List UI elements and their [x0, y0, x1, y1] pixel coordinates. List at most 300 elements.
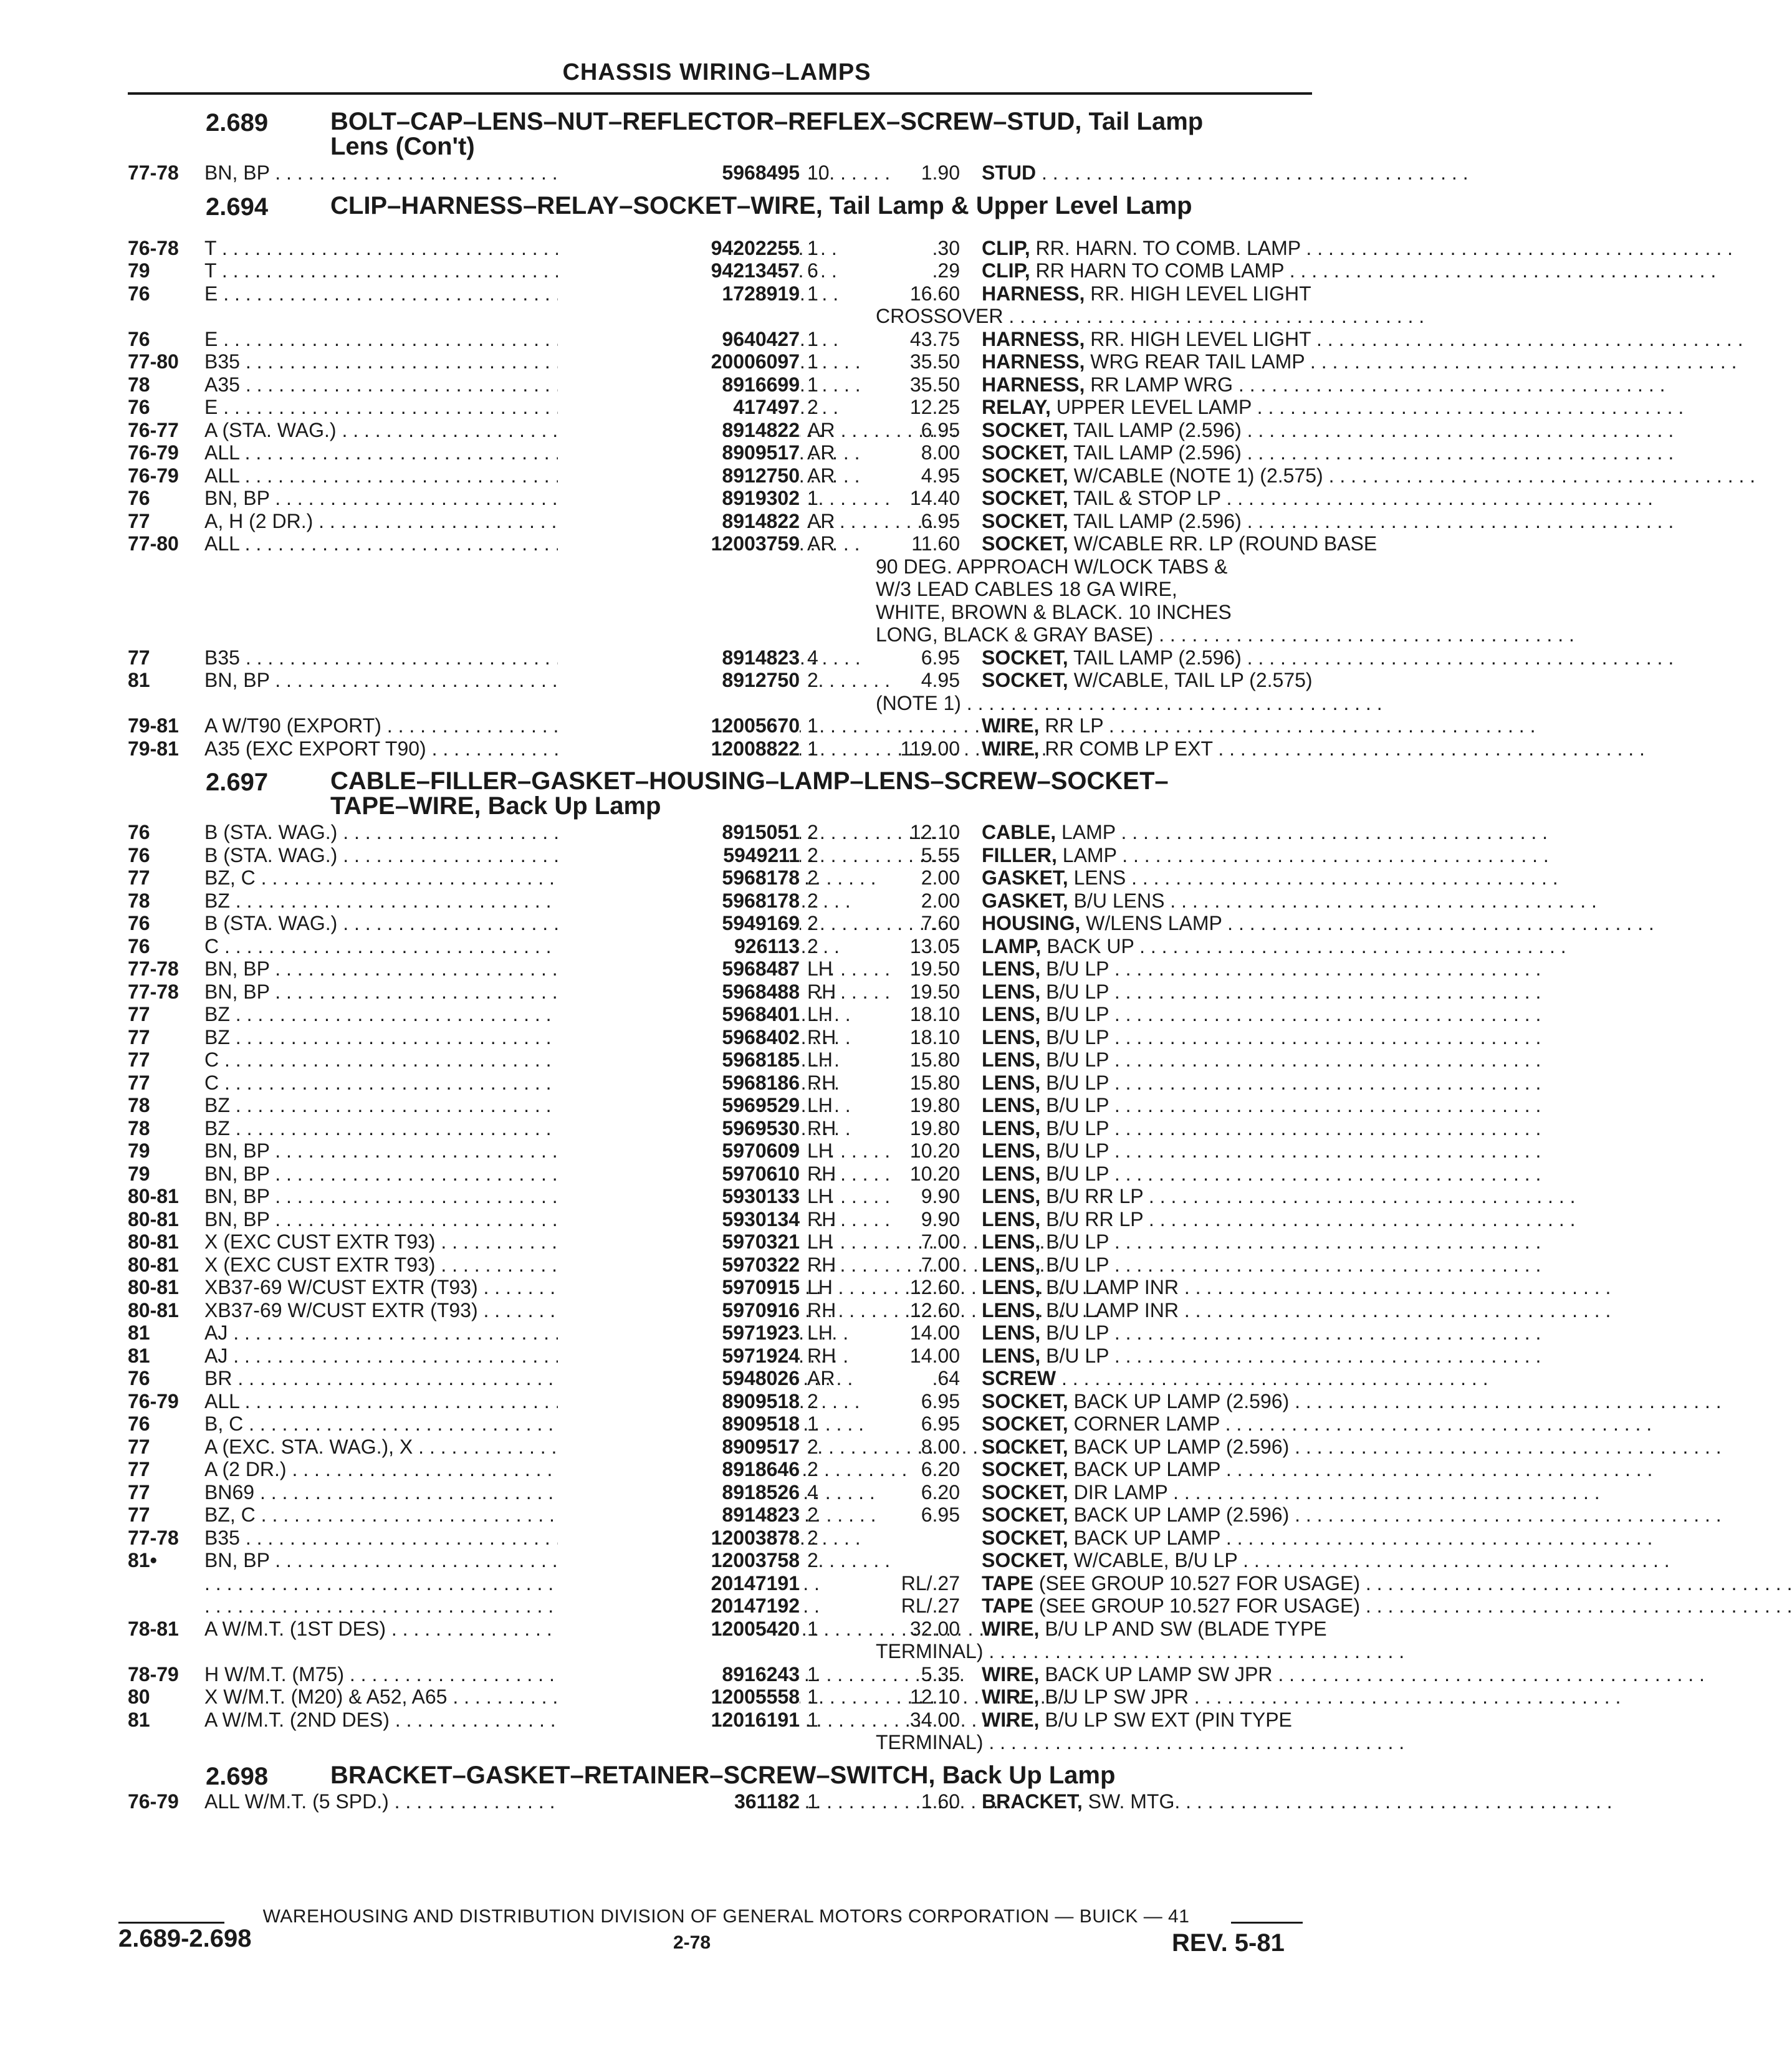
- quantity: 2: [807, 934, 818, 957]
- model-year: 76: [128, 843, 150, 866]
- table-row: [128, 981, 1312, 1003]
- quantity: 1: [807, 487, 818, 509]
- model-year: 77: [128, 1503, 150, 1526]
- table-row: [128, 1185, 1312, 1207]
- table-row: [128, 1527, 1312, 1549]
- model-year: 80-81: [128, 1207, 179, 1230]
- part-noun: LENS,: [982, 1185, 1041, 1207]
- model-code: BN, BP . . .: [204, 1139, 666, 1162]
- part-detail: B/U LAMP INR: [1040, 1276, 1179, 1298]
- model-year: 77: [128, 1025, 150, 1048]
- model-year: 77: [128, 646, 150, 669]
- part-number: 8912750: [558, 669, 800, 691]
- table-row: [128, 821, 1312, 843]
- table-row: [128, 1709, 1312, 1731]
- part-detail: TAIL LAMP (2.596): [1068, 509, 1242, 532]
- price: 6.95: [921, 418, 960, 441]
- part-number: 5968487: [558, 957, 800, 980]
- table-row: [128, 1663, 1312, 1685]
- part-description: [982, 350, 1312, 373]
- part-description: [982, 1594, 1360, 1617]
- price: 15.80: [909, 1048, 960, 1071]
- quantity: 1: [807, 1617, 818, 1640]
- table-row: [128, 1003, 1312, 1025]
- model-code: A (EXC. STA. WAG.), X . . .: [204, 1436, 666, 1458]
- part-detail: UPPER LEVEL LAMP: [1050, 396, 1252, 418]
- part-number: 8919302: [558, 487, 800, 509]
- part-detail: B/U LP: [1040, 1321, 1109, 1344]
- quantity: 10: [807, 161, 830, 184]
- part-number: 361182: [558, 1790, 800, 1813]
- part-detail: B/U LP: [1040, 1162, 1109, 1185]
- part-number: 417497: [558, 396, 800, 418]
- model-code: ALL . . .: [204, 1390, 666, 1412]
- part-detail: B/U LP AND SW (BLADE TYPE: [1039, 1617, 1327, 1640]
- price: 5.35: [921, 1662, 960, 1685]
- part-noun: SOCKET,: [982, 509, 1068, 532]
- model-code: AJ . . .: [204, 1321, 666, 1344]
- part-number: 8909518: [558, 1390, 800, 1412]
- model-code: A W/M.T. (2ND DES) . . .: [204, 1709, 666, 1731]
- part-number: 5969529: [558, 1094, 800, 1116]
- price: 13.05: [909, 934, 960, 957]
- model-year: 81: [128, 1708, 150, 1731]
- model-code: C . . .: [204, 935, 666, 957]
- table-row: [128, 1481, 1312, 1503]
- part-detail: W/CABLE (NOTE 1) (2.575): [1068, 464, 1323, 487]
- part-detail: B/U LENS: [1068, 889, 1165, 912]
- part-detail: B/U RR LP: [1040, 1185, 1144, 1207]
- price: 1.60: [921, 1790, 960, 1813]
- part-number: 12016191: [558, 1709, 800, 1731]
- part-number: 9640427: [558, 328, 800, 350]
- price: 2.00: [921, 866, 960, 889]
- model-year: 77: [128, 1458, 150, 1480]
- quantity: 1: [807, 1662, 818, 1685]
- part-description: [982, 1321, 1312, 1344]
- part-noun: CLIP,: [982, 236, 1030, 259]
- part-number: 8909517: [558, 1436, 800, 1458]
- part-description: [982, 1254, 1312, 1276]
- table-row: [128, 1048, 1312, 1071]
- part-noun: LENS,: [982, 1253, 1041, 1276]
- part-detail: RR LP: [1039, 714, 1103, 737]
- part-detail: RR HARN TO COMB LAMP: [1030, 259, 1284, 282]
- model-code: X (EXC CUST EXTR T93) . . .: [204, 1230, 666, 1253]
- model-code: ALL . . .: [204, 464, 666, 487]
- part-description: [982, 419, 1312, 441]
- part-noun: LENS,: [982, 1298, 1041, 1321]
- model-year: 78: [128, 1116, 150, 1139]
- part-noun: LENS,: [982, 1139, 1041, 1162]
- quantity: 4: [807, 1480, 818, 1503]
- price: 14.40: [909, 487, 960, 509]
- part-number: 12005420: [558, 1618, 800, 1640]
- part-detail: BACK UP LAMP (2.596): [1068, 1389, 1290, 1412]
- part-detail: TAIL LAMP (2.596): [1068, 441, 1242, 464]
- part-number: 8915051: [558, 821, 800, 843]
- section-header: [206, 191, 1315, 221]
- model-year: 81: [128, 1321, 150, 1344]
- quantity: AR: [807, 1367, 835, 1389]
- section-number: 2.697: [206, 769, 269, 796]
- quantity: RH: [807, 1253, 836, 1276]
- model-code: BN, BP . . .: [204, 1185, 666, 1207]
- model-year: 79-81: [128, 737, 179, 760]
- part-number: 5971924: [558, 1345, 800, 1367]
- part-description: [982, 1709, 1312, 1731]
- part-number: 12003759: [558, 532, 800, 555]
- part-detail: TAIL & STOP LP: [1068, 487, 1221, 509]
- table-row: [128, 237, 1312, 259]
- part-detail: RR COMB LP EXT: [1039, 737, 1213, 760]
- table-row: [128, 844, 1312, 866]
- price: 12.10: [909, 1685, 960, 1708]
- model-code: B35 . . .: [204, 1527, 666, 1549]
- model-code: B35 . . .: [204, 350, 666, 373]
- table-row: [128, 737, 1312, 760]
- table-row: [128, 419, 1312, 441]
- table-row: [128, 328, 1312, 350]
- part-noun: BRACKET,: [982, 1790, 1083, 1813]
- price: 119.00: [900, 737, 960, 760]
- part-detail: LENS: [1068, 866, 1126, 889]
- model-year: 76-79: [128, 441, 179, 464]
- page-title: CHASSIS WIRING–LAMPS: [562, 59, 871, 85]
- table-row: [128, 1094, 1312, 1116]
- footer-rule-right: [1231, 1922, 1303, 1924]
- part-description: [982, 1503, 1312, 1526]
- model-year: 79: [128, 1162, 150, 1185]
- part-number: 20147191: [558, 1572, 800, 1594]
- section-header: [206, 1763, 1315, 1788]
- part-noun: SOCKET,: [982, 1503, 1068, 1526]
- model-year: 77: [128, 1071, 150, 1094]
- part-detail: BACK UP LAMP (2.596): [1068, 1435, 1290, 1458]
- part-detail: RR. HIGH LEVEL LIGHT: [1085, 282, 1311, 305]
- price: 14.00: [909, 1344, 960, 1367]
- model-year: 77-80: [128, 350, 179, 373]
- section-header: [206, 769, 1315, 818]
- model-year: 79: [128, 259, 150, 282]
- model-year: 76: [128, 396, 150, 418]
- part-detail: B/U LP: [1040, 1071, 1109, 1094]
- part-noun: SOCKET,: [982, 1458, 1068, 1480]
- table-row: [128, 464, 1323, 487]
- table-row: [128, 487, 1312, 509]
- price: 6.20: [921, 1480, 960, 1503]
- table-row: [128, 1571, 1360, 1594]
- model-code: XB37-69 W/CUST EXTR (T93) . . .: [204, 1299, 666, 1321]
- part-description: [982, 646, 1312, 669]
- part-noun: HARNESS,: [982, 282, 1085, 305]
- part-description: [982, 1276, 1312, 1298]
- part-description: [982, 1139, 1312, 1162]
- part-noun: CLIP,: [982, 259, 1030, 282]
- part-noun: SOCKET,: [982, 418, 1068, 441]
- part-description: [982, 844, 1312, 866]
- model-year: 76-79: [128, 464, 179, 487]
- footer-org: WAREHOUSING AND DISTRIBUTION DIVISION OF GENERAL MOTORS CORPORATION — BUICK — 41: [262, 1906, 1190, 1927]
- quantity: LH: [807, 1185, 833, 1207]
- quantity: AR: [807, 532, 835, 555]
- model-year: 78-81: [128, 1617, 179, 1640]
- part-description: [982, 912, 1312, 934]
- price: 8.00: [921, 1435, 960, 1458]
- table-row: [128, 373, 1312, 396]
- part-detail: BACK UP LAMP (2.596): [1068, 1503, 1290, 1526]
- part-noun: SOCKET,: [982, 532, 1068, 555]
- model-code: BN, BP . . .: [204, 161, 666, 184]
- part-number: 12003878: [558, 1527, 800, 1549]
- table-row: [128, 1208, 1312, 1230]
- part-noun: WIRE,: [982, 1662, 1040, 1685]
- part-number: 5930133: [558, 1185, 800, 1207]
- quantity: 2: [807, 1549, 818, 1571]
- part-description: [982, 889, 1312, 912]
- price: 12.25: [909, 396, 960, 418]
- part-noun: STUD: [982, 161, 1037, 184]
- model-year: 76: [128, 1412, 150, 1435]
- part-noun: SOCKET,: [982, 646, 1068, 669]
- table-row: [128, 866, 1312, 889]
- model-year: 81: [128, 1344, 150, 1367]
- section-title-line: BRACKET–GASKET–RETAINER–SCREW–SWITCH, Back Up Lamp: [330, 1761, 1116, 1789]
- model-year: 80-81: [128, 1276, 179, 1298]
- part-noun: RELAY,: [982, 396, 1051, 418]
- model-year: 79-81: [128, 714, 179, 737]
- part-description: [982, 532, 1378, 555]
- quantity: LH: [807, 1230, 833, 1253]
- quantity: 2: [807, 1526, 818, 1549]
- footer-revision: REV. 5-81: [1172, 1929, 1285, 1957]
- description-continuation: 90 DEG. APPROACH W/LOCK TABS &: [876, 555, 1228, 578]
- part-detail: B/U LP: [1040, 1139, 1109, 1162]
- part-number: 12008822: [558, 737, 800, 760]
- section-number: 2.698: [206, 1762, 269, 1790]
- table-row: [128, 441, 1312, 464]
- model-year: 76: [128, 327, 150, 350]
- model-year: 77-78: [128, 980, 179, 1003]
- part-description: [982, 464, 1323, 487]
- part-noun: WIRE,: [982, 1708, 1040, 1731]
- part-description: [982, 1571, 1360, 1594]
- part-description: [982, 866, 1312, 889]
- part-description: [982, 1208, 1312, 1230]
- part-noun: LENS,: [982, 1230, 1041, 1253]
- model-code: C . . .: [204, 1048, 666, 1071]
- model-year: 77-78: [128, 957, 179, 980]
- model-code: BN, BP . . .: [204, 669, 666, 691]
- quantity: RH: [807, 980, 836, 1003]
- section-title-line: CABLE–FILLER–GASKET–HOUSING–LAMP–LENS–SCREW–SOCKET–: [330, 767, 1169, 795]
- model-code: A35 (EXC EXPORT T90) . . .: [204, 737, 666, 760]
- model-code: X W/M.T. (M20) & A52, A65 . . .: [204, 1685, 666, 1708]
- quantity: 2: [807, 396, 818, 418]
- table-row: [128, 259, 1312, 282]
- part-description: [982, 1117, 1312, 1139]
- part-detail: TAIL LAMP (2.596): [1068, 646, 1242, 669]
- quantity: RH: [807, 1344, 836, 1367]
- model-year: 78: [128, 889, 150, 912]
- header-rule: [128, 92, 1312, 95]
- model-code: B (STA. WAG.) . . .: [204, 821, 666, 843]
- part-detail: W/CABLE, B/U LP: [1068, 1549, 1238, 1571]
- part-noun: LAMP,: [982, 934, 1042, 957]
- model-code: BZ, C . . .: [204, 1503, 666, 1526]
- model-year: 77: [128, 1480, 150, 1503]
- model-code: BN, BP . . .: [204, 1549, 666, 1571]
- table-row: [128, 1436, 1312, 1458]
- table-row: [128, 1549, 1312, 1571]
- description-continuation: WHITE, BROWN & BLACK. 10 INCHES: [876, 600, 1232, 623]
- section-title-line: CLIP–HARNESS–RELAY–SOCKET–WIRE, Tail Lamp & Upper Level Lamp: [330, 191, 1192, 219]
- part-number: 12005558: [558, 1685, 800, 1708]
- part-noun: SOCKET,: [982, 1549, 1068, 1571]
- part-description: [982, 1367, 1312, 1389]
- model-code: E . . .: [204, 396, 666, 418]
- table-row: [128, 1503, 1312, 1526]
- part-description: [982, 328, 1312, 350]
- part-description: [982, 1299, 1312, 1321]
- section-number: 2.689: [206, 109, 269, 137]
- part-number: 926113: [558, 935, 800, 957]
- model-code: BZ . . .: [204, 1117, 666, 1139]
- model-year: 80: [128, 1685, 150, 1708]
- part-number: 5968401: [558, 1003, 800, 1025]
- part-description: [982, 821, 1312, 843]
- part-detail: BACK UP LAMP: [1068, 1526, 1220, 1549]
- part-detail: (SEE GROUP 10.527 FOR USAGE): [1033, 1594, 1360, 1617]
- model-code: BR . . .: [204, 1367, 666, 1389]
- section-header: [206, 109, 1315, 159]
- part-noun: SOCKET,: [982, 1480, 1068, 1503]
- model-code: T . . .: [204, 259, 666, 282]
- part-noun: SOCKET,: [982, 1526, 1068, 1549]
- model-year: 77: [128, 1435, 150, 1458]
- part-detail: B/U LP SW JPR: [1039, 1685, 1189, 1708]
- table-row: [128, 669, 1312, 691]
- part-description: [982, 1436, 1312, 1458]
- price: 12.60: [909, 1298, 960, 1321]
- model-code: A (2 DR.) . . .: [204, 1458, 666, 1480]
- part-number: 5968402: [558, 1026, 800, 1048]
- quantity: RH: [807, 1025, 836, 1048]
- model-year: 76: [128, 934, 150, 957]
- part-number: 8916699: [558, 373, 800, 396]
- table-row: [128, 646, 1312, 669]
- table-row: [128, 350, 1312, 373]
- model-code: BN, BP . . .: [204, 957, 666, 980]
- model-year: 77: [128, 866, 150, 889]
- part-detail: B/U LP: [1040, 957, 1109, 980]
- model-code: B, C . . .: [204, 1412, 666, 1435]
- part-number: 5968178: [558, 889, 800, 912]
- price: 7.00: [921, 1230, 960, 1253]
- model-year: 76-79: [128, 1790, 179, 1813]
- part-noun: SOCKET,: [982, 669, 1068, 691]
- table-row: [128, 161, 1312, 184]
- model-code: A W/M.T. (1ST DES) . . .: [204, 1618, 666, 1640]
- quantity: 2: [807, 889, 818, 912]
- description-continuation: (NOTE 1) . . .: [876, 692, 1187, 714]
- quantity: 1: [807, 1412, 818, 1435]
- part-description: [982, 487, 1312, 509]
- model-code: A W/T90 (EXPORT) . . .: [204, 714, 666, 737]
- price: 32.00: [909, 1617, 960, 1640]
- quantity: 1: [807, 236, 818, 259]
- part-detail: B/U LP: [1040, 1025, 1109, 1048]
- model-year: 77-78: [128, 161, 179, 184]
- table-row: [128, 1367, 1312, 1389]
- model-year: 77-80: [128, 532, 179, 555]
- part-number: 5968185: [558, 1048, 800, 1071]
- description-continuation: LONG, BLACK & GRAY BASE) . . .: [876, 623, 1187, 646]
- price: 5.55: [921, 843, 960, 866]
- part-noun: SCREW: [982, 1367, 1057, 1389]
- quantity: 1: [807, 1790, 818, 1813]
- price: .64: [932, 1367, 960, 1389]
- part-noun: HARNESS,: [982, 350, 1085, 373]
- price: 19.50: [909, 980, 960, 1003]
- section-title-line: Lens (Con't): [330, 133, 475, 160]
- part-detail: B/U LP: [1040, 1048, 1109, 1071]
- part-description: [982, 161, 1312, 184]
- quantity: AR: [807, 418, 835, 441]
- part-noun: GASKET,: [982, 889, 1068, 912]
- part-description: [982, 396, 1312, 418]
- part-description: [982, 1549, 1312, 1571]
- footer-page-number: 2-78: [673, 1932, 711, 1953]
- model-year: 77: [128, 1003, 150, 1025]
- part-noun: HOUSING,: [982, 912, 1081, 934]
- price: 2.00: [921, 889, 960, 912]
- model-year: 81•: [128, 1549, 157, 1571]
- table-row: [128, 1617, 1327, 1640]
- part-noun: SOCKET,: [982, 464, 1068, 487]
- model-code: A35 . . .: [204, 373, 666, 396]
- part-number: 5949169: [558, 912, 800, 934]
- part-detail: DIR LAMP: [1068, 1480, 1168, 1503]
- part-number: 5970609: [558, 1139, 800, 1162]
- price: 18.10: [909, 1003, 960, 1025]
- model-code: A, H (2 DR.) . . .: [204, 510, 666, 532]
- price: 43.75: [909, 327, 960, 350]
- part-description: [982, 935, 1312, 957]
- price: 19.80: [909, 1094, 960, 1116]
- price: 6.95: [921, 1412, 960, 1435]
- quantity: 1: [807, 350, 818, 373]
- price: 10.20: [909, 1139, 960, 1162]
- model-code: E . . .: [204, 282, 666, 305]
- table-row: [128, 1276, 1312, 1298]
- price: 6.20: [921, 1458, 960, 1480]
- part-number: 8914823: [558, 646, 800, 669]
- quantity: 1: [807, 1685, 818, 1708]
- model-code: ALL . . .: [204, 532, 666, 555]
- table-row: [128, 1072, 1312, 1094]
- model-code: B (STA. WAG.) . . .: [204, 912, 666, 934]
- model-year: 77: [128, 509, 150, 532]
- model-year: 80-81: [128, 1185, 179, 1207]
- model-code: X (EXC CUST EXTR T93) . . .: [204, 1254, 666, 1276]
- part-noun: LENS,: [982, 1003, 1041, 1025]
- part-noun: WIRE,: [982, 737, 1040, 760]
- part-noun: SOCKET,: [982, 487, 1068, 509]
- part-description: [982, 1527, 1312, 1549]
- price: 35.50: [909, 350, 960, 373]
- price: RL/.27: [901, 1594, 960, 1617]
